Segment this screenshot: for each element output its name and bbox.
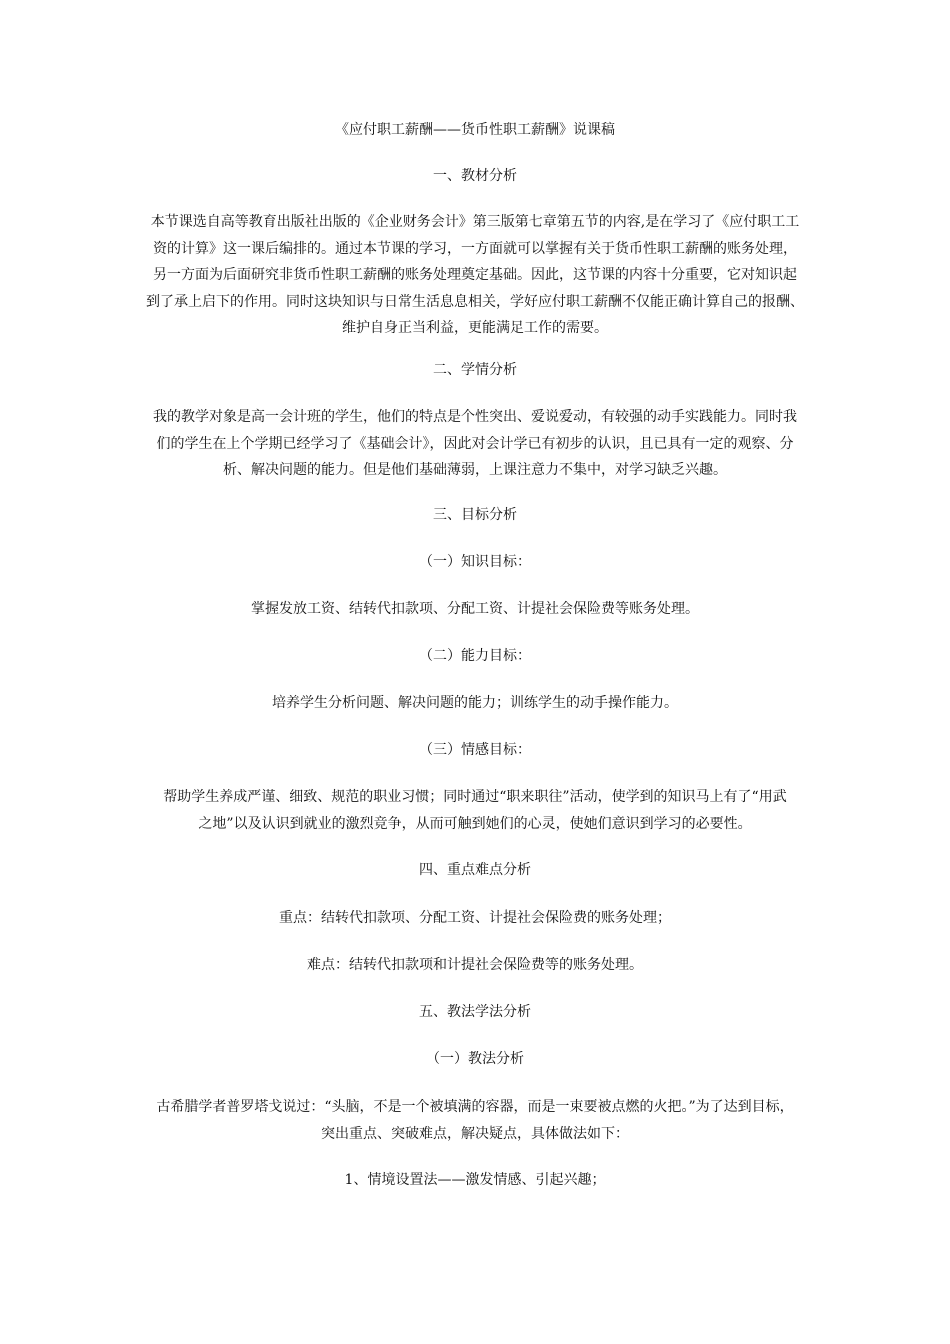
paragraph-line: 帮助学生养成严谨、细致、规范的职业习惯；同时通过“职来职往”活动，使学到的知识马上有了“用武 (163, 789, 787, 805)
paragraph-line: 突出重点、突破难点，解决疑点，具体做法如下： (321, 1125, 629, 1142)
paragraph-textbook-analysis (140, 209, 810, 342)
subheading-emotion-goal: （三）情感目标： (419, 742, 531, 758)
method-item-1: 1、情境设置法——激发情感、引起兴趣； (344, 1172, 606, 1188)
ability-goal-text: 培养学生分析问题、解决问题的能力；训练学生的动手操作能力。 (272, 695, 678, 711)
subheading-teaching-method-analysis: （一）教法分析 (426, 1051, 524, 1067)
section-heading-student-analysis: 二、学情分析 (433, 362, 517, 378)
section-heading-teaching-method: 五、教法学法分析 (419, 1004, 531, 1020)
paragraph-line: 我的教学对象是高一会计班的学生，他们的特点是个性突出、爱说爱动，有较强的动手实践能力。同时我 (153, 409, 797, 425)
subheading-knowledge-goal: （一）知识目标： (419, 554, 531, 570)
paragraph-emotion-goal (140, 784, 810, 837)
subheading-ability-goal: （二）能力目标： (419, 648, 531, 664)
document-title: 《应付职工薪酬——货币性职工薪酬》说课稿 (335, 122, 615, 138)
paragraph-teaching-method (140, 1094, 810, 1147)
section-heading-key-difficult-points: 四、重点难点分析 (419, 862, 531, 878)
paragraph-line: 维护自身正当利益，更能满足工作的需要。 (342, 320, 608, 336)
paragraph-line: 本节课选自高等教育出版社出版的《企业财务会计》第三版第七章第五节的内容,是在学习了《应付职工工 (150, 214, 800, 230)
paragraph-line: 们的学生在上个学期已经学习了《基础会计》，因此对会计学已有初步的认识，且已具有一定的观察、分 (156, 435, 794, 452)
paragraph-line: 析、解决问题的能力。但是他们基础薄弱，上课注意力不集中，对学习缺乏兴趣。 (223, 462, 727, 478)
key-points-text: 重点：结转代扣款项、分配工资、计提社会保险费的账务处理； (279, 910, 671, 926)
section-heading-goal-analysis: 三、目标分析 (433, 507, 517, 523)
difficult-points-text: 难点：结转代扣款项和计提社会保险费等的账务处理。 (307, 957, 643, 973)
paragraph-line: 到了承上启下的作用。同时这块知识与日常生活息息相关，学好应付职工薪酬不仅能正确计算自己的报酬、 (146, 293, 804, 310)
paragraph-student-analysis (140, 404, 810, 484)
paragraph-line: 资的计算》这一课后编排的。通过本节课的学习，一方面就可以掌握有关于货币性职工薪酬的账务处理， (153, 240, 797, 257)
paragraph-line: 之地”以及认识到就业的激烈竞争，从而可触到她们的心灵，使她们意识到学习的必要性。 (198, 815, 752, 832)
paragraph-line: 古希腊学者普罗塔戈说过：“头脑，不是一个被填满的容器，而是一束要被点燃的火把。”为了达到目标， (156, 1099, 794, 1115)
paragraph-line: 另一方面为后面研究非货币性职工薪酬的账务处理奠定基础。因此，这节课的内容十分重要，它对知识起 (153, 267, 797, 283)
knowledge-goal-text: 掌握发放工资、结转代扣款项、分配工资、计提社会保险费等账务处理。 (251, 601, 699, 617)
section-heading-textbook-analysis: 一、教材分析 (433, 168, 517, 184)
